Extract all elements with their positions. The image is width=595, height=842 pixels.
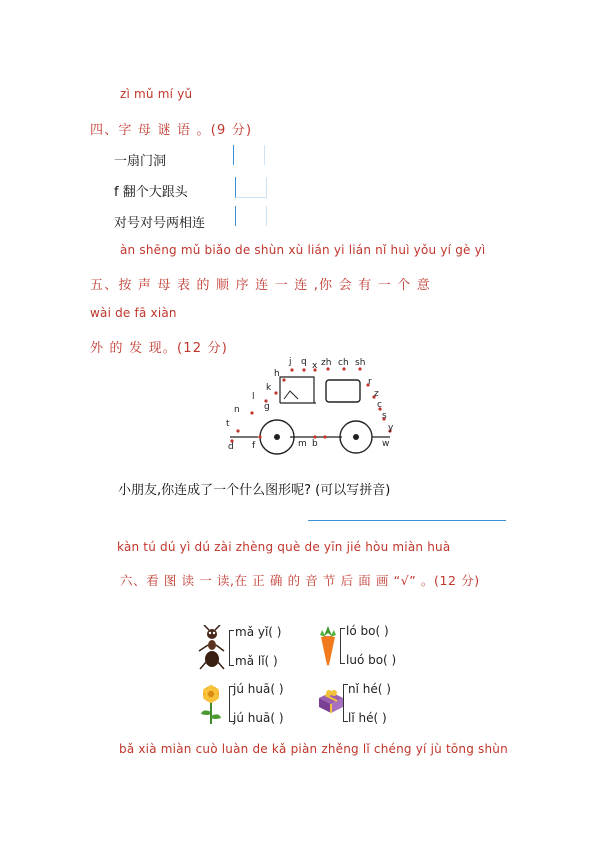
letter-q: q	[301, 357, 307, 367]
pinyin-line-section5: àn shēng mǔ biǎo de shùn xù lián yi lián nǐ huì yǒu yí gè yì	[120, 243, 486, 257]
letter-b: b	[312, 439, 318, 449]
answer-blank-line[interactable]	[308, 520, 506, 521]
letter-n: n	[234, 405, 240, 415]
letter-k: k	[266, 383, 272, 393]
letter-x: x	[312, 361, 318, 371]
answer-box-1[interactable]	[233, 145, 265, 165]
letter-j: j	[289, 357, 292, 367]
riddle-item-2: f 翻个大跟头	[114, 185, 188, 200]
letter-s: s	[382, 411, 387, 421]
gift-icon	[317, 688, 345, 714]
letter-w: w	[382, 439, 390, 449]
option-mayi[interactable]: mǎ yǐ( )	[235, 625, 282, 639]
letter-g: g	[264, 402, 270, 412]
pinyin-line-riddle: zì mǔ mí yǔ	[120, 87, 193, 101]
pinyin-line-section7: bǎ xià miàn cuò luàn de kǎ piàn zhěng lǐ chéng yí jù tōng shùn	[119, 742, 508, 756]
pinyin-line-section5b: wài de fā xiàn	[90, 306, 177, 320]
section5-title-line2: 外 的 发 现。(12 分)	[90, 341, 229, 356]
answer-box-3[interactable]	[235, 206, 267, 226]
dot-connect-figure	[220, 355, 410, 455]
letter-t: t	[226, 419, 230, 429]
letter-ch: ch	[338, 358, 349, 368]
answer-box-2[interactable]	[235, 177, 267, 198]
riddle-item-1: 一扇门洞	[114, 154, 167, 169]
riddle-item-3: 对号对号两相连	[114, 216, 206, 231]
bracket-1	[229, 630, 234, 666]
bracket-2	[340, 628, 345, 664]
letter-zh: zh	[321, 358, 332, 368]
letter-sh: sh	[355, 358, 366, 368]
letter-m: m	[298, 439, 307, 449]
pinyin-line-section6: kàn tú dú yì dú zài zhèng què de yīn jié hòu miàn huà	[117, 540, 451, 554]
figure-question: 小朋友,你连成了一个什么图形呢? (可以写拼音)	[118, 483, 391, 498]
option-juhua-2[interactable]: jú huā( )	[233, 711, 284, 725]
option-luobo[interactable]: luó bo( )	[346, 653, 397, 667]
ant-icon	[196, 625, 226, 671]
letter-h: h	[274, 369, 280, 379]
section6-title: 六、看 图 读 一 读,在 正 确 的 音 节 后 面 画 “√” 。(12 分)	[120, 573, 480, 588]
carrot-icon	[316, 624, 340, 666]
letter-z: z	[374, 389, 379, 399]
letter-f: f	[252, 441, 256, 451]
option-nihe[interactable]: nǐ hé( )	[348, 682, 391, 696]
option-juhua-1[interactable]: jú huā( )	[233, 682, 284, 696]
letter-d: d	[228, 442, 234, 452]
letter-c: c	[377, 400, 382, 410]
section5-title-line1: 五、按 声 母 表 的 顺 序 连 一 连 ,你 会 有 一 个 意	[90, 278, 431, 293]
option-mali[interactable]: mǎ lǐ( )	[235, 654, 278, 668]
letter-r: r	[368, 377, 372, 387]
section4-title: 四、字 母 谜 语 。(9 分)	[90, 123, 253, 138]
option-lihe[interactable]: lǐ hé( )	[348, 711, 387, 725]
letter-y: y	[388, 423, 394, 433]
chrysanthemum-icon	[197, 684, 225, 724]
letter-l: l	[252, 392, 255, 402]
option-lobo[interactable]: ló bo( )	[346, 624, 389, 638]
